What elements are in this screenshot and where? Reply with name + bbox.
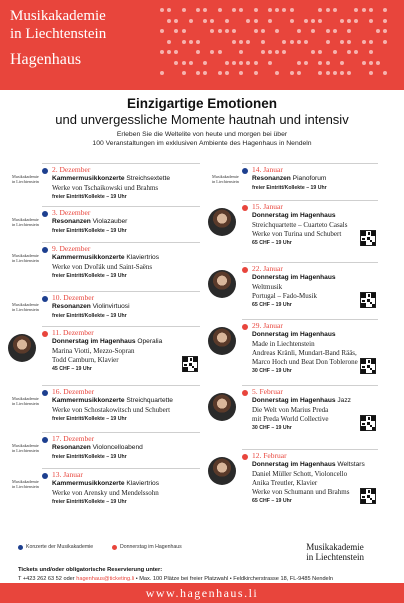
legend-blue-dot	[18, 545, 23, 550]
event-detail-line: Werke von Turina und Schubert	[252, 230, 342, 238]
event-item[interactable]	[12, 206, 200, 234]
event-item[interactable]	[242, 385, 378, 431]
event-detail-line: Die Welt von Marius Preda	[252, 406, 329, 414]
braille-dot	[182, 40, 186, 44]
braille-dot	[239, 40, 243, 44]
academy-logo-line1: Musikakademie	[12, 217, 39, 222]
event-title	[252, 331, 336, 338]
tickets-heading: Tickets und/oder obligatorische Reservierung unter:	[18, 567, 163, 573]
event-price: freier Eintritt/Kollekte – 19 Uhr	[52, 273, 127, 279]
braille-dot	[174, 19, 178, 23]
event-price: freier Eintritt/Kollekte – 19 Uhr	[52, 194, 127, 200]
qr-code-icon[interactable]	[360, 230, 376, 246]
braille-dot	[232, 29, 236, 33]
event-category-dot	[242, 454, 248, 460]
event-series: Kammermusikkonzerte	[52, 175, 125, 182]
braille-dot	[311, 50, 315, 54]
braille-dot	[167, 19, 171, 23]
event-date: 15. Januar	[252, 202, 283, 211]
event-program: Jazz	[335, 397, 351, 404]
event-series: Donnerstag im Hagenhaus	[52, 338, 136, 345]
footer-logo-line2: in Liechtenstein	[306, 552, 364, 562]
braille-dot	[311, 29, 315, 33]
website-link[interactable]: www.hagenhaus.li	[145, 586, 259, 600]
performer-photo	[208, 270, 236, 298]
braille-dot	[218, 29, 222, 33]
academy-logo	[12, 443, 72, 453]
performer-photo	[208, 457, 236, 485]
event-category-dot	[242, 267, 248, 273]
event-program: Operalia	[135, 338, 163, 345]
academy-logo	[12, 253, 72, 263]
academy-logo-line2: in Liechtenstein	[12, 448, 39, 453]
event-detail-line: Portugal – Fado-Musik	[252, 292, 317, 300]
legend-blue	[18, 544, 93, 550]
qr-code-icon[interactable]	[360, 488, 376, 504]
qr-code-icon[interactable]	[360, 358, 376, 374]
braille-dot	[196, 8, 200, 12]
braille-dot	[383, 19, 387, 23]
braille-dot	[239, 61, 243, 65]
braille-dot	[326, 61, 330, 65]
braille-dot	[282, 8, 286, 12]
braille-dot	[362, 40, 366, 44]
braille-dot	[182, 29, 186, 33]
qr-code-icon[interactable]	[182, 356, 198, 372]
event-date: 14. Januar	[252, 165, 283, 174]
event-series: Donnerstag im Hagenhaus	[252, 212, 336, 219]
event-date: 13. Januar	[52, 470, 83, 479]
event-detail-line: Made in Liechtenstein	[252, 340, 315, 348]
braille-dot	[369, 8, 373, 12]
braille-dot	[218, 50, 222, 54]
academy-logo-line2: in Liechtenstein	[12, 222, 39, 227]
academy-logo-line1: Musikakademie	[12, 396, 39, 401]
event-series: Kammermusikkonzerte	[52, 397, 125, 404]
academy-logo-line1: Musikakademie	[12, 443, 39, 448]
academy-logo-line1: Musikakademie	[12, 302, 39, 307]
qr-code-icon[interactable]	[360, 292, 376, 308]
braille-dots-pattern	[160, 8, 396, 84]
braille-dot	[297, 40, 301, 44]
braille-dot	[290, 71, 294, 75]
event-item[interactable]	[42, 326, 200, 372]
braille-dot	[182, 8, 186, 12]
footer-logo-line1: Musikakademie	[306, 542, 364, 552]
braille-dot	[333, 29, 337, 33]
braille-dot	[347, 29, 351, 33]
org-name-line2: in Liechtenstein	[10, 26, 107, 42]
braille-dot	[304, 40, 308, 44]
braille-dot	[232, 40, 236, 44]
braille-dot	[275, 50, 279, 54]
event-item[interactable]	[12, 385, 200, 422]
braille-dot	[232, 8, 236, 12]
performer-photo	[8, 334, 36, 362]
header-banner	[0, 0, 404, 90]
braille-dot	[225, 71, 229, 75]
event-price: freier Eintritt/Kollekte – 19 Uhr	[252, 185, 327, 191]
org-name-line1: Musikakademie	[10, 8, 106, 24]
event-series: Resonanzen	[252, 175, 291, 182]
braille-dot	[203, 8, 207, 12]
braille-dot	[369, 61, 373, 65]
performer-photo	[208, 208, 236, 236]
braille-dot	[282, 50, 286, 54]
braille-dot	[318, 19, 322, 23]
braille-dot	[275, 29, 279, 33]
event-program: Pianoforum	[290, 175, 327, 182]
braille-dot	[268, 61, 272, 65]
braille-dot	[196, 40, 200, 44]
event-category-dot	[242, 205, 248, 211]
headline-primary: Einzigartige Emotionen	[126, 96, 277, 111]
footer-logo	[306, 542, 364, 562]
braille-dot	[275, 71, 279, 75]
braille-dot	[261, 50, 265, 54]
braille-dot	[225, 19, 229, 23]
event-detail-line: Werke von Dvořák und Saint-Saëns	[52, 263, 153, 271]
event-program: Klaviertrios	[124, 480, 160, 487]
braille-dot	[167, 50, 171, 54]
braille-dot	[383, 8, 387, 12]
braille-dot	[354, 8, 358, 12]
braille-dot	[167, 8, 171, 12]
braille-dot	[189, 61, 193, 65]
braille-dot	[196, 50, 200, 54]
braille-dot	[354, 19, 358, 23]
braille-dot	[304, 19, 308, 23]
event-date: 9. Dezember	[52, 244, 91, 253]
event-item[interactable]	[12, 291, 200, 319]
braille-dot	[239, 71, 243, 75]
event-series: Resonanzen	[52, 303, 91, 310]
braille-dot	[160, 71, 164, 75]
braille-dot	[369, 19, 373, 23]
braille-dot	[318, 8, 322, 12]
event-detail-line: Marco Hoch und Beat Don Toblerone	[252, 358, 358, 366]
braille-dot	[239, 50, 243, 54]
academy-logo-line1: Musikakademie	[12, 479, 39, 484]
braille-dot	[369, 40, 373, 44]
academy-logo	[12, 396, 72, 406]
academy-logo-line2: in Liechtenstein	[12, 484, 39, 489]
event-item[interactable]	[12, 163, 200, 200]
academy-logo-line2: in Liechtenstein	[12, 401, 39, 406]
event-series: Donnerstag im Hagenhaus	[252, 331, 336, 338]
braille-dot	[383, 40, 387, 44]
braille-dot	[160, 50, 164, 54]
braille-dot	[210, 29, 214, 33]
braille-dot	[376, 29, 380, 33]
intro-line2: 100 Veranstaltungen im exklusiven Ambiente des Hagenhaus in Nendeln	[92, 140, 312, 147]
event-price: 65 CHF – 19 Uhr	[252, 302, 292, 308]
braille-dot	[261, 29, 265, 33]
braille-dot	[189, 19, 193, 23]
braille-dot	[254, 19, 258, 23]
braille-dot	[290, 8, 294, 12]
academy-logo-line1: Musikakademie	[12, 174, 39, 179]
braille-dot	[174, 29, 178, 33]
braille-dot	[246, 19, 250, 23]
braille-dot	[239, 8, 243, 12]
braille-dot	[210, 50, 214, 54]
event-date: 17. Dezember	[52, 434, 95, 443]
event-title	[252, 212, 336, 219]
braille-dot	[340, 61, 344, 65]
event-item[interactable]	[242, 262, 378, 308]
event-category-dot	[242, 324, 248, 330]
braille-dot	[254, 29, 258, 33]
website-banner[interactable]	[0, 583, 404, 603]
academy-logo-line2: in Liechtenstein	[12, 258, 39, 263]
braille-dot	[326, 71, 330, 75]
legend-red	[112, 544, 182, 550]
event-program: Weltstars	[335, 461, 365, 468]
braille-dot	[225, 61, 229, 65]
event-category-dot	[242, 390, 248, 396]
braille-dot	[318, 61, 322, 65]
event-title	[252, 461, 365, 468]
event-date: 16. Dezember	[52, 387, 95, 396]
braille-dot	[340, 19, 344, 23]
event-date: 3. Dezember	[52, 208, 91, 217]
event-detail-line: Andreas Kränli, Mundart-Band Rääs,	[252, 349, 357, 357]
academy-logo	[12, 302, 72, 312]
event-item[interactable]	[12, 468, 200, 505]
braille-dot	[275, 8, 279, 12]
braille-dot	[268, 8, 272, 12]
event-title	[52, 338, 162, 345]
braille-dot	[326, 40, 330, 44]
academy-logo-line1: Musikakademie	[212, 174, 239, 179]
event-price: freier Eintritt/Kollekte – 19 Uhr	[52, 228, 127, 234]
braille-dot	[203, 19, 207, 23]
braille-dot	[333, 71, 337, 75]
academy-logo	[212, 174, 272, 184]
event-series: Donnerstag im Hagenhaus	[252, 461, 336, 468]
event-item[interactable]	[12, 432, 200, 460]
event-series: Kammermusikkonzerte	[52, 254, 125, 261]
event-date: 29. Januar	[252, 321, 283, 330]
event-program: Violazauber	[90, 218, 128, 225]
event-detail-line: Weltmusik	[252, 283, 283, 291]
braille-dot	[311, 19, 315, 23]
event-detail-line: Marina Viotti, Mezzo-Sopran	[52, 347, 135, 355]
academy-logo-line2: in Liechtenstein	[12, 179, 39, 184]
event-item[interactable]	[242, 319, 378, 374]
braille-dot	[174, 50, 178, 54]
legend-blue-label: Konzerte der Musikakademie	[26, 544, 94, 550]
legend-red-dot	[112, 545, 117, 550]
event-price: freier Eintritt/Kollekte – 19 Uhr	[52, 313, 127, 319]
event-date: 11. Dezember	[52, 328, 94, 337]
event-detail-line: Todd Camburn, Klavier	[52, 356, 119, 364]
event-series: Resonanzen	[52, 444, 91, 451]
contact-line	[18, 576, 333, 582]
academy-logo-line1: Musikakademie	[12, 253, 39, 258]
braille-dot	[246, 61, 250, 65]
event-date: 22. Januar	[252, 264, 283, 273]
event-price: 30 CHF – 19 Uhr	[252, 425, 292, 431]
braille-dot	[347, 19, 351, 23]
academy-logo-line2: in Liechtenstein	[12, 307, 39, 312]
braille-dot	[203, 71, 207, 75]
braille-dot	[246, 40, 250, 44]
qr-code-icon[interactable]	[360, 415, 376, 431]
event-program: Streichquartette	[124, 397, 173, 404]
braille-dot	[333, 50, 337, 54]
event-price: 45 CHF – 19 Uhr	[52, 366, 92, 372]
braille-dot	[232, 61, 236, 65]
braille-dot	[376, 61, 380, 65]
event-detail-line: Streichquartette – Cuarteto Casals	[252, 221, 348, 229]
braille-dot	[369, 71, 373, 75]
braille-dot	[347, 40, 351, 44]
event-program: Streichsextette	[124, 175, 171, 182]
braille-dot	[174, 61, 178, 65]
braille-dot	[347, 50, 351, 54]
braille-dot	[282, 40, 286, 44]
event-series: Kammermusikkonzerte	[52, 480, 125, 487]
braille-dot	[347, 71, 351, 75]
braille-dot	[383, 29, 387, 33]
braille-dot	[290, 19, 294, 23]
braille-dot	[297, 29, 301, 33]
braille-dot	[297, 61, 301, 65]
braille-dot	[254, 8, 258, 12]
braille-dot	[383, 71, 387, 75]
event-date: 2. Dezember	[52, 165, 91, 174]
braille-dot	[210, 19, 214, 23]
contact-phone: T +423 262 63 52 oder	[18, 576, 77, 582]
event-program: Violinvirtuosi	[90, 303, 130, 310]
braille-dot	[254, 71, 258, 75]
braille-dot	[290, 40, 294, 44]
performer-photo	[208, 393, 236, 421]
event-detail-line: Werke von Schumann und Brahms	[252, 488, 350, 496]
event-item[interactable]	[242, 200, 378, 246]
braille-dot	[218, 71, 222, 75]
academy-logo	[12, 479, 72, 489]
braille-dot	[196, 71, 200, 75]
braille-dot	[354, 50, 358, 54]
braille-dot	[225, 29, 229, 33]
venue-name: Hagenhaus	[10, 51, 82, 68]
braille-dot	[182, 71, 186, 75]
academy-logo	[12, 217, 72, 227]
braille-dot	[326, 29, 330, 33]
event-date: 10. Dezember	[52, 293, 95, 302]
event-detail-line: Werke von Tschaikowski und Brahms	[52, 184, 159, 192]
event-price: 30 CHF – 19 Uhr	[252, 368, 292, 374]
braille-dot	[318, 71, 322, 75]
event-series: Donnerstag im Hagenhaus	[252, 397, 336, 404]
event-price: freier Eintritt/Kollekte – 19 Uhr	[52, 499, 127, 505]
event-price: 65 CHF – 19 Uhr	[252, 240, 292, 246]
braille-dot	[203, 61, 207, 65]
braille-dot	[160, 8, 164, 12]
event-date: 12. Februar	[252, 451, 287, 460]
event-detail-line: Werke von Schostakowitsch und Schubert	[52, 406, 171, 414]
intro-line1: Erleben Sie die Weltelite von heute und morgen bei über	[116, 131, 288, 138]
event-detail-line: Werke von Arensky und Mendelssohn	[52, 489, 159, 497]
braille-dot	[333, 8, 337, 12]
braille-dot	[326, 8, 330, 12]
braille-dot	[340, 71, 344, 75]
event-item[interactable]	[212, 163, 378, 191]
intro-text	[0, 130, 404, 148]
event-price: 65 CHF – 19 Uhr	[252, 498, 292, 504]
braille-dot	[167, 40, 171, 44]
contact-email-link[interactable]: hagenhaus@ticketing.li	[76, 576, 135, 582]
event-title	[252, 397, 351, 404]
academy-logo	[12, 174, 72, 184]
braille-dot	[160, 29, 164, 33]
braille-dot	[362, 8, 366, 12]
event-series: Donnerstag im Hagenhaus	[252, 274, 336, 281]
event-series: Resonanzen	[52, 218, 91, 225]
braille-dot	[304, 61, 308, 65]
event-item[interactable]	[242, 449, 378, 504]
academy-logo-line2: in Liechtenstein	[212, 179, 239, 184]
braille-dot	[189, 40, 193, 44]
braille-dot	[268, 19, 272, 23]
braille-dot	[340, 40, 344, 44]
event-price: freier Eintritt/Kollekte – 19 Uhr	[52, 416, 127, 422]
event-price: freier Eintritt/Kollekte – 19 Uhr	[52, 454, 127, 460]
event-item[interactable]	[12, 242, 200, 279]
braille-dot	[362, 61, 366, 65]
event-category-dot	[42, 331, 48, 337]
event-program: Violoncelloabend	[90, 444, 143, 451]
braille-dot	[254, 61, 258, 65]
event-title	[252, 274, 336, 281]
contact-details: • Max. 100 Plätze bei freier Platzwahl • Feldkircherstrasse 18, FL-9485 Nendeln	[134, 576, 334, 582]
headline-secondary: und unvergessliche Momente hautnah und intensiv	[55, 112, 349, 127]
braille-dot	[268, 50, 272, 54]
event-detail-line: Anika Treutler, Klavier	[252, 479, 318, 487]
performer-photo	[208, 327, 236, 355]
braille-dot	[182, 61, 186, 65]
braille-dot	[218, 8, 222, 12]
event-detail-line: Daniel Müller Schott, Violoncello	[252, 470, 348, 478]
event-date: 5. Februar	[252, 387, 283, 396]
event-detail-line: mit Preda World Collective	[252, 415, 329, 423]
braille-dot	[369, 50, 373, 54]
event-program: Klaviertrios	[124, 254, 160, 261]
braille-dot	[297, 71, 301, 75]
braille-dot	[261, 40, 265, 44]
legend-red-label: Donnerstag im Hagenhaus	[120, 544, 182, 550]
braille-dot	[318, 50, 322, 54]
